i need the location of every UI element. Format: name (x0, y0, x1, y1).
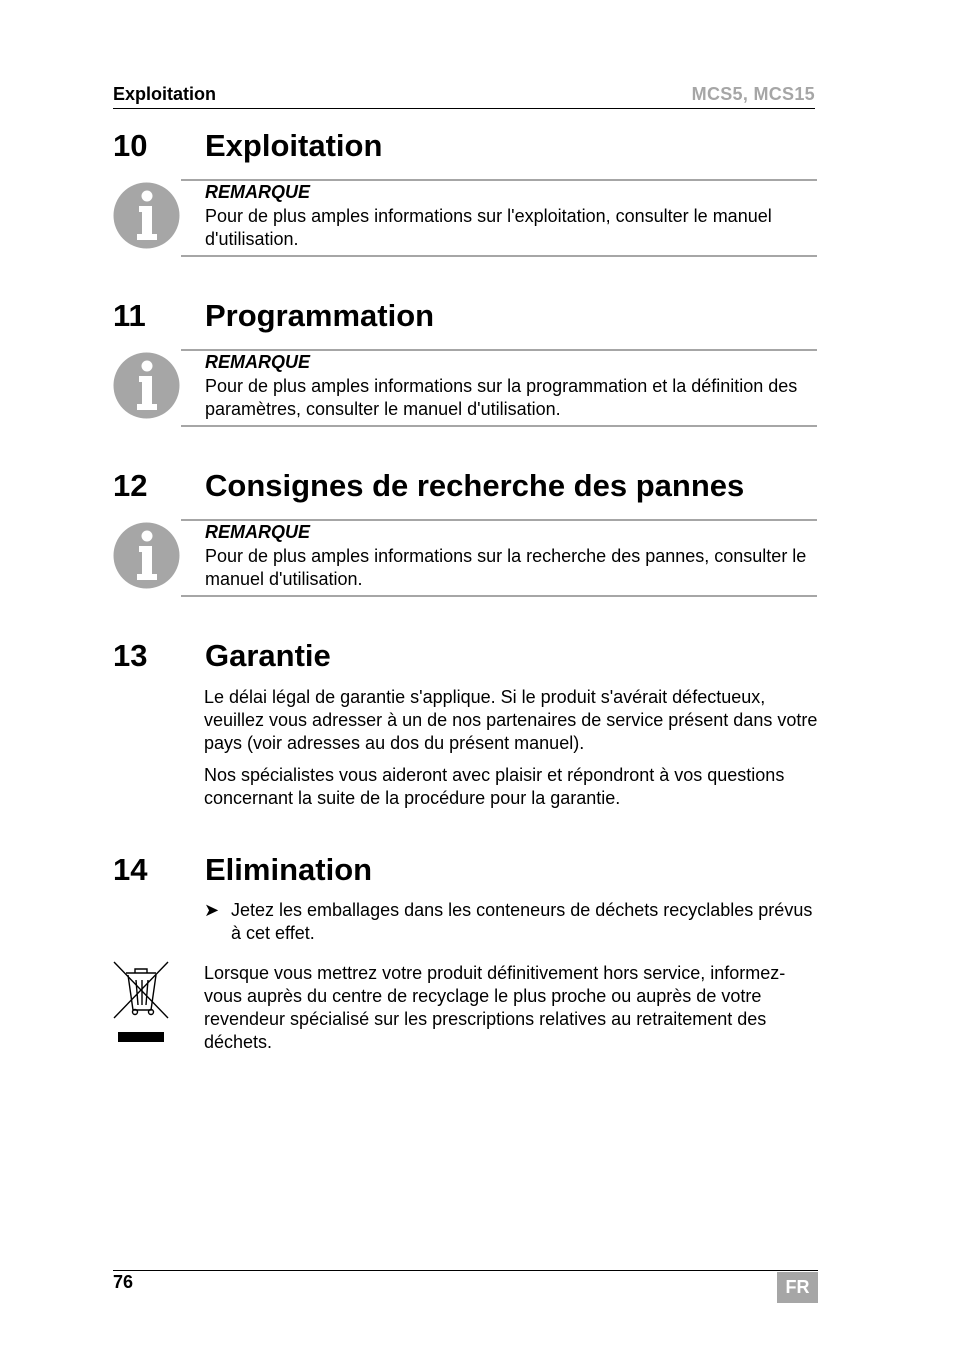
footer-rule (113, 1270, 818, 1272)
disposal-paragraph: Lorsque vous mettrez votre produit définitivement hors service, informez-vous auprès du centre de recyclage le plus proche ou auprès de votre revendeur spécialisé sur les prescriptions relatives au retraitement des déchets. (204, 963, 786, 1052)
section-title: Exploitation (205, 128, 383, 163)
note-label: REMARQUE (205, 522, 311, 542)
section-number: 10 (113, 128, 148, 163)
header-models: MCS5, MCS15 (691, 84, 815, 104)
section-number: 14 (113, 852, 148, 887)
info-icon (113, 522, 180, 589)
page-header (113, 84, 815, 109)
bullet-text: Jetez les emballages dans les conteneurs de déchets recyclables prévus à cet effet. (231, 900, 813, 943)
section-title: Elimination (205, 852, 373, 887)
header-section-title: Exploitation (113, 84, 216, 104)
note-box (181, 179, 817, 257)
note-box (181, 519, 817, 597)
info-icon (113, 182, 180, 249)
note-box (181, 349, 817, 427)
note-text: Pour de plus amples informations sur la recherche des pannes, consulter le manuel d'utilisation. (205, 546, 807, 589)
warranty-paragraph-1: Le délai légal de garantie s'applique. Si le produit s'avérait défectueux, veuillez vous adresser à un de nos partenaires de service présent dans votre pays (voir adresses au dos du présent manuel). (204, 687, 818, 753)
note-label: REMARQUE (205, 182, 311, 202)
section-number: 13 (113, 638, 148, 673)
section-title: Consignes de recherche des pannes (205, 468, 745, 503)
arrow-icon: ➤ (204, 900, 220, 920)
note-text: Pour de plus amples informations sur la programmation et la définition des paramètres, consulter le manuel d'utilisation. (205, 376, 798, 419)
language-badge: FR (777, 1272, 818, 1303)
section-title: Garantie (205, 638, 331, 673)
section-number: 11 (113, 298, 146, 333)
page-number: 76 (113, 1272, 134, 1292)
warranty-paragraph-2: Nos spécialistes vous aideront avec plaisir et répondront à vos questions concernant la suite de la procédure pour la garantie. (204, 765, 785, 808)
info-icon (113, 352, 180, 419)
section-title: Programmation (205, 298, 435, 333)
note-label: REMARQUE (205, 352, 311, 372)
crossed-out-bin-icon (112, 960, 170, 1044)
section-number: 12 (113, 468, 148, 503)
note-text: Pour de plus amples informations sur l'exploitation, consulter le manuel d'utilisation. (205, 206, 772, 249)
